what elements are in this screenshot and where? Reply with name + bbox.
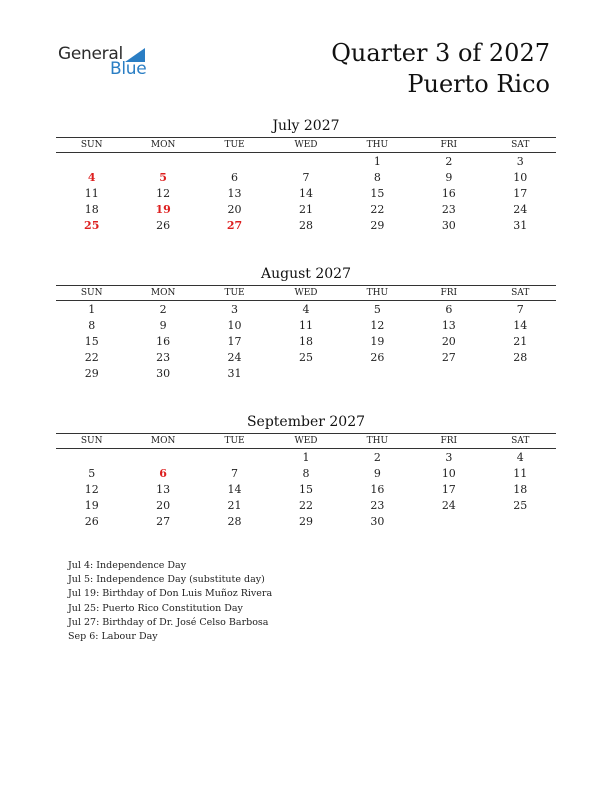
day-cell: 7 — [516, 303, 524, 316]
week-row — [56, 170, 556, 186]
day-cell: 31 — [227, 367, 242, 380]
day-cell: 26 — [370, 351, 385, 364]
week-row — [56, 466, 556, 482]
month-grid — [56, 137, 556, 234]
weekday-thu: THU — [366, 288, 389, 298]
holiday-day-cell: 25 — [84, 219, 100, 232]
day-cell: 14 — [227, 483, 242, 496]
day-cell: 6 — [445, 303, 453, 316]
week-row — [56, 450, 556, 466]
day-cell: 5 — [88, 467, 96, 480]
day-cell: 1 — [373, 155, 381, 168]
day-cell: 15 — [84, 335, 99, 348]
empty-day-cell — [56, 450, 127, 466]
day-cell: 11 — [513, 467, 528, 480]
weekday-sun: SUN — [80, 436, 103, 446]
day-cell: 25 — [298, 351, 313, 364]
week-row — [56, 514, 556, 530]
holiday-day-cell: 5 — [159, 171, 167, 184]
week-row — [56, 366, 556, 382]
weekday-mon: MON — [150, 140, 176, 150]
month-title: August 2027 — [261, 266, 351, 282]
day-cell: 30 — [156, 367, 171, 380]
day-cell: 12 — [156, 187, 171, 200]
day-cell: 2 — [445, 155, 453, 168]
empty-day-cell — [413, 514, 484, 530]
day-cell: 13 — [227, 187, 242, 200]
day-cell: 15 — [298, 483, 313, 496]
day-cell: 29 — [298, 515, 313, 528]
day-cell: 30 — [370, 515, 385, 528]
day-cell: 3 — [445, 451, 453, 464]
day-cell: 12 — [84, 483, 99, 496]
day-cell: 26 — [156, 219, 171, 232]
weekday-wed: WED — [294, 436, 318, 446]
day-cell: 26 — [84, 515, 99, 528]
generalblue-logo — [58, 44, 158, 84]
weekday-sat: SAT — [511, 288, 530, 298]
day-cell: 12 — [370, 319, 385, 332]
page-title — [331, 38, 550, 100]
day-cell: 17 — [513, 187, 528, 200]
day-cell: 27 — [441, 351, 456, 364]
day-cell: 20 — [441, 335, 456, 348]
week-row — [56, 318, 556, 334]
month-july — [56, 117, 556, 234]
day-cell: 8 — [373, 171, 381, 184]
empty-day-cell — [270, 154, 341, 170]
week-row — [56, 218, 556, 234]
day-cell: 10 — [227, 319, 242, 332]
weekday-header — [56, 286, 556, 301]
day-cell: 3 — [516, 155, 524, 168]
day-cell: 21 — [227, 499, 242, 512]
weekday-header — [56, 434, 556, 449]
month-september — [56, 413, 556, 530]
week-row — [56, 154, 556, 170]
day-cell: 27 — [156, 515, 171, 528]
day-cell: 22 — [298, 499, 313, 512]
day-cell: 25 — [513, 499, 528, 512]
empty-day-cell — [199, 154, 270, 170]
weekday-sun: SUN — [80, 288, 103, 298]
week-row — [56, 350, 556, 366]
day-cell: 7 — [231, 467, 239, 480]
logo-text-general: General — [58, 44, 123, 64]
holiday-note: Jul 27: Birthday of Dr. José Celso Barbosa — [68, 616, 269, 628]
holiday-day-cell: 6 — [159, 467, 167, 480]
title-country: Puerto Rico — [407, 70, 550, 98]
day-cell: 4 — [516, 451, 524, 464]
day-cell: 11 — [84, 187, 99, 200]
weeks — [56, 450, 556, 530]
day-cell: 23 — [441, 203, 456, 216]
day-cell: 24 — [227, 351, 242, 364]
weeks — [56, 154, 556, 234]
day-cell: 28 — [227, 515, 242, 528]
month-title: September 2027 — [246, 414, 366, 430]
weekday-fri: FRI — [440, 140, 458, 150]
weekday-header — [56, 138, 556, 153]
month-title: July 2027 — [272, 118, 340, 134]
weekday-mon: MON — [150, 436, 176, 446]
day-cell: 30 — [441, 219, 456, 232]
day-cell: 22 — [84, 351, 99, 364]
month-grid — [56, 433, 556, 530]
day-cell: 20 — [156, 499, 171, 512]
empty-day-cell — [485, 366, 556, 382]
weekday-fri: FRI — [440, 288, 458, 298]
weekday-tue: TUE — [224, 288, 245, 298]
holiday-list — [68, 559, 272, 644]
week-row — [56, 334, 556, 350]
day-cell: 1 — [302, 451, 310, 464]
weekday-tue: TUE — [224, 140, 245, 150]
empty-day-cell — [127, 154, 198, 170]
day-cell: 4 — [302, 303, 310, 316]
empty-day-cell — [413, 366, 484, 382]
day-cell: 18 — [513, 483, 528, 496]
weekday-thu: THU — [366, 140, 389, 150]
week-row — [56, 202, 556, 218]
weekday-wed: WED — [294, 140, 318, 150]
day-cell: 28 — [513, 351, 528, 364]
weekday-sat: SAT — [511, 140, 530, 150]
week-row — [56, 482, 556, 498]
day-cell: 18 — [298, 335, 313, 348]
empty-day-cell — [270, 366, 341, 382]
day-cell: 29 — [84, 367, 99, 380]
day-cell: 7 — [302, 171, 310, 184]
day-cell: 19 — [84, 499, 99, 512]
day-cell: 16 — [156, 335, 171, 348]
holiday-note: Sep 6: Labour Day — [68, 631, 158, 643]
day-cell: 8 — [88, 319, 96, 332]
day-cell: 14 — [298, 187, 313, 200]
day-cell: 10 — [513, 171, 528, 184]
empty-day-cell — [485, 514, 556, 530]
empty-day-cell — [199, 450, 270, 466]
day-cell: 16 — [441, 187, 456, 200]
empty-day-cell — [342, 366, 413, 382]
day-cell: 18 — [84, 203, 99, 216]
day-cell: 10 — [441, 467, 456, 480]
weekday-fri: FRI — [440, 436, 458, 446]
day-cell: 23 — [156, 351, 171, 364]
month-grid — [56, 285, 556, 382]
day-cell: 19 — [370, 335, 385, 348]
day-cell: 2 — [373, 451, 381, 464]
day-cell: 17 — [227, 335, 242, 348]
day-cell: 14 — [513, 319, 528, 332]
day-cell: 6 — [231, 171, 239, 184]
day-cell: 24 — [513, 203, 528, 216]
day-cell: 13 — [441, 319, 456, 332]
day-cell: 28 — [298, 219, 313, 232]
day-cell: 22 — [370, 203, 385, 216]
weeks — [56, 302, 556, 382]
weekday-sat: SAT — [511, 436, 530, 446]
day-cell: 11 — [298, 319, 313, 332]
weekday-sun: SUN — [80, 140, 103, 150]
week-row — [56, 498, 556, 514]
day-cell: 9 — [373, 467, 381, 480]
day-cell: 9 — [445, 171, 453, 184]
day-cell: 17 — [441, 483, 456, 496]
holiday-day-cell: 19 — [155, 203, 171, 216]
day-cell: 21 — [513, 335, 528, 348]
holiday-day-cell: 27 — [226, 219, 243, 232]
day-cell: 2 — [159, 303, 167, 316]
empty-day-cell — [127, 450, 198, 466]
day-cell: 9 — [159, 319, 167, 332]
day-cell: 29 — [370, 219, 385, 232]
holiday-note: Jul 19: Birthday of Don Luis Muñoz Rivera — [68, 588, 273, 600]
day-cell: 3 — [231, 303, 239, 316]
month-august — [56, 265, 556, 382]
holiday-note: Jul 5: Independence Day (substitute day) — [68, 574, 265, 586]
holiday-note: Jul 4: Independence Day — [68, 560, 187, 571]
week-row — [56, 186, 556, 202]
day-cell: 16 — [370, 483, 385, 496]
day-cell: 8 — [302, 467, 310, 480]
day-cell: 1 — [88, 303, 96, 316]
weekday-thu: THU — [366, 436, 389, 446]
weekday-wed: WED — [294, 288, 318, 298]
day-cell: 21 — [298, 203, 313, 216]
day-cell: 20 — [227, 203, 242, 216]
weekday-tue: TUE — [224, 436, 245, 446]
holiday-day-cell: 4 — [87, 171, 96, 184]
week-row — [56, 302, 556, 318]
logo-text-blue: Blue — [110, 59, 147, 79]
day-cell: 23 — [370, 499, 385, 512]
day-cell: 5 — [373, 303, 381, 316]
weekday-mon: MON — [150, 288, 176, 298]
title-quarter: Quarter 3 of 2027 — [331, 39, 550, 67]
holiday-note: Jul 25: Puerto Rico Constitution Day — [68, 602, 243, 614]
day-cell: 15 — [370, 187, 385, 200]
day-cell: 24 — [441, 499, 456, 512]
day-cell: 31 — [513, 219, 528, 232]
day-cell: 13 — [156, 483, 171, 496]
empty-day-cell — [56, 154, 127, 170]
